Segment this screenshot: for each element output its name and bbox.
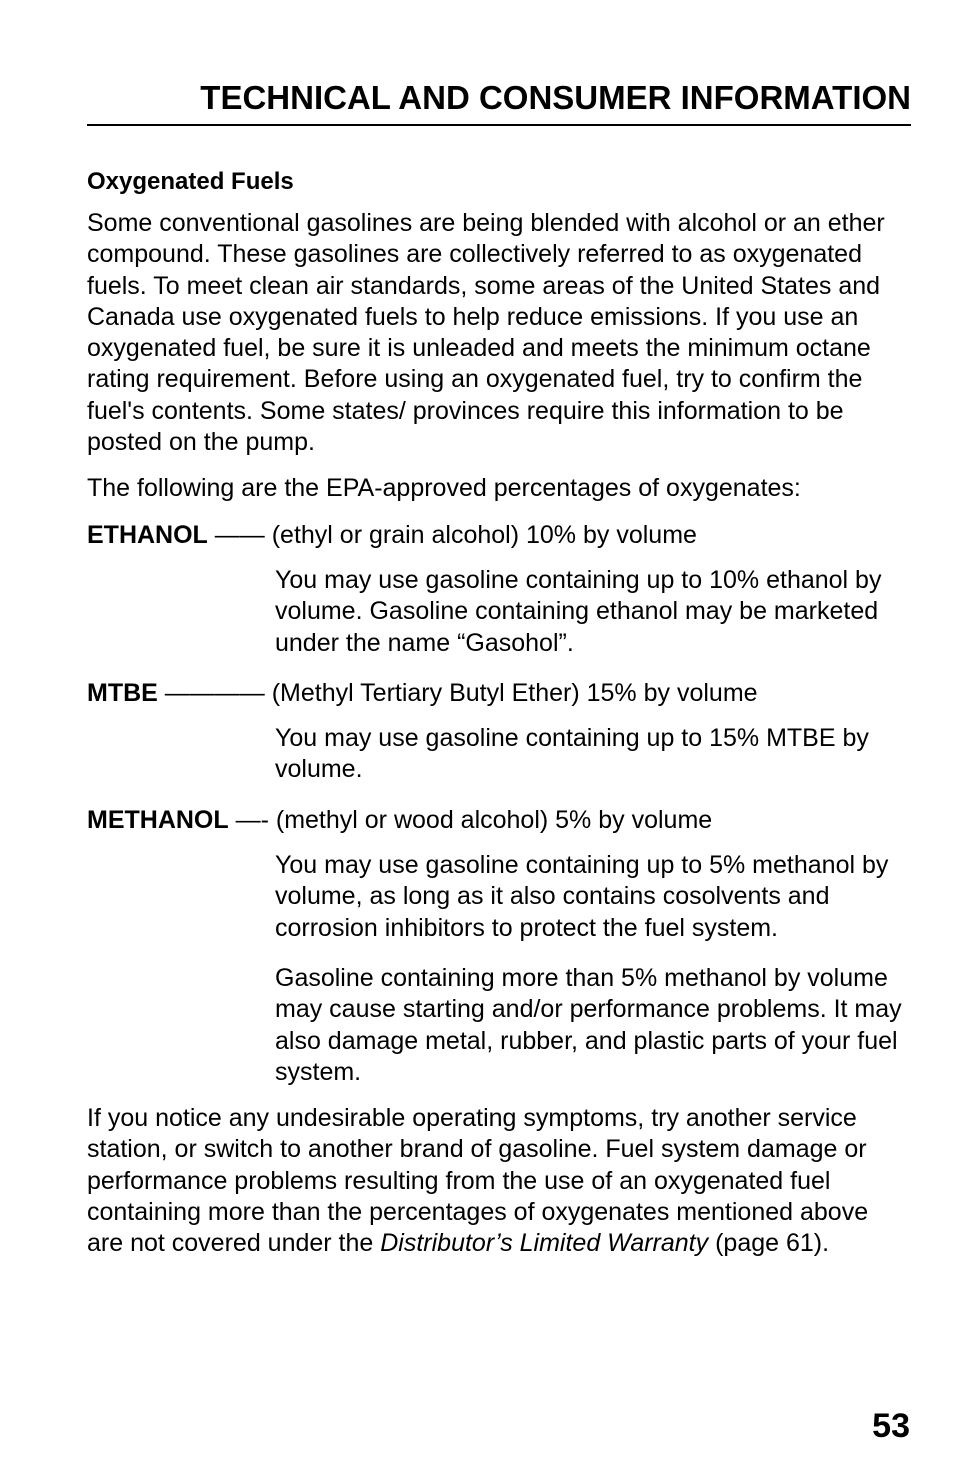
oxygenate-mtbe-heading [87, 678, 911, 709]
oxygenate-note: You may use gasoline containing up to 10% ethanol by volume. Gasoline containing ethanol may be marketed under the name “Gasohol”. [275, 565, 882, 657]
oxygenate-detail: ———— (Methyl Tertiary Butyl Ether) 15% by volume [157, 678, 758, 707]
closing-page-reference: (page 61). [708, 1229, 830, 1258]
oxygenate-detail: —— (ethyl or grain alcohol) 10% by volume [207, 520, 697, 549]
oxygenate-name: MTBE [87, 678, 158, 707]
oxygenate-ethanol-heading [87, 520, 911, 551]
oxygenate-note: Gasoline containing more than 5% methanol by volume may cause starting and/or performance problems. It may also damage metal, rubber, and plastic parts of your fuel system. [275, 963, 902, 1086]
section-title: Oxygenated Fuels [87, 168, 294, 195]
lead-in-paragraph: The following are the EPA-approved percentages of oxygenates: [87, 474, 801, 503]
oxygenate-note: You may use gasoline containing up to 15% MTBE by volume. [275, 724, 869, 784]
page-header [87, 78, 911, 126]
oxygenate-note: You may use gasoline containing up to 5% methanol by volume, as long as it also contains cosolvents and corrosion inhibitors to protect the fuel system. [275, 851, 889, 942]
page-header-title: TECHNICAL AND CONSUMER INFORMATION [200, 79, 911, 116]
oxygenate-detail: —- (methyl or wood alcohol) 5% by volume [228, 805, 713, 834]
oxygenate-methanol-heading [87, 805, 911, 836]
closing-text: If you notice any undesirable operating symptoms, try another service station, or switch to another brand of gasoline. Fuel system damage or performance problems resulting from the use of an oxygenated fuel containing more than the percentages of oxygenates mentioned above are not covered under the [87, 1104, 869, 1258]
intro-paragraph: Some conventional gasolines are being blended with alcohol or an ether compound. These gasolines are collectively referred to as oxygenated fuels. To meet clean air standards, some areas of the United States and Canada use oxygenated fuels to help reduce emissions. If you use an oxygenated fuel, be sure it is unleaded and meets the minimum octane rating requirement. Before using an oxygenated fuel, try to confirm the fuel's contents. Some states/ provinces require this information to be posted on the pump. [87, 209, 885, 457]
oxygenate-name: METHANOL [87, 805, 229, 834]
warranty-reference: Distributor’s Limited Warranty [380, 1229, 709, 1258]
main-content [87, 166, 911, 1260]
oxygenate-name: ETHANOL [87, 520, 208, 549]
closing-paragraph [87, 1103, 911, 1259]
page-number: 53 [872, 1407, 910, 1445]
